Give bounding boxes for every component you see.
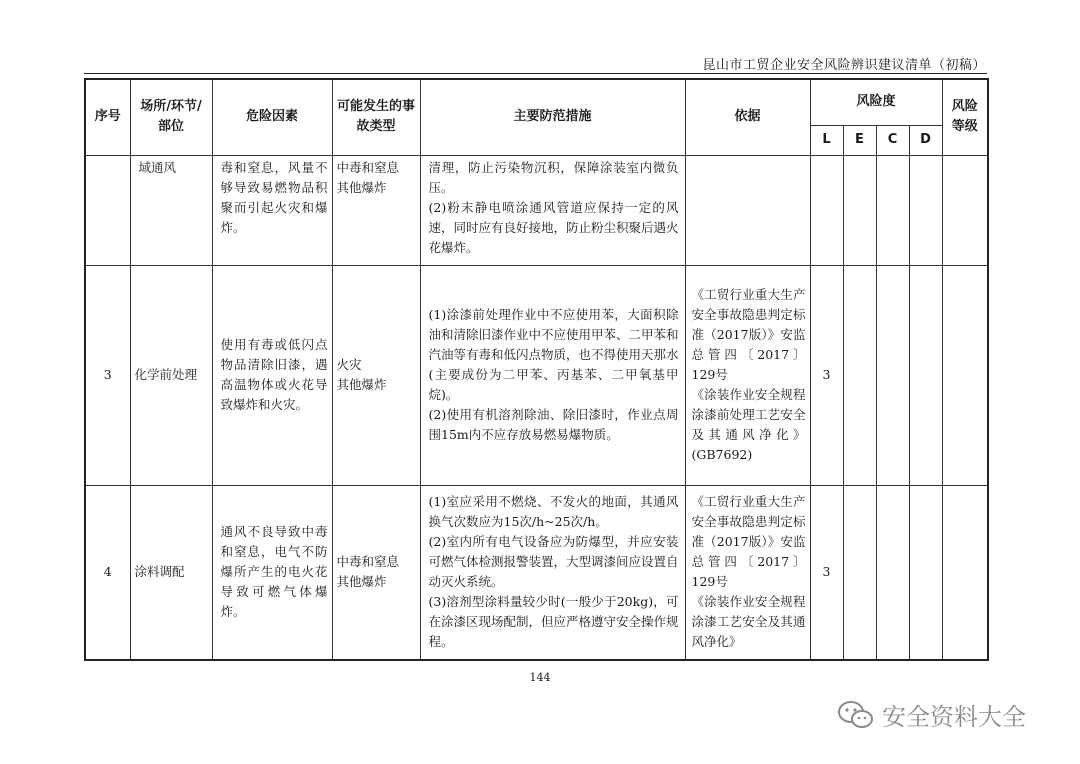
cell-C [876,265,909,485]
header-measures: 主要防范措施 [420,79,685,155]
cell-accident [332,155,420,265]
table-row [85,265,988,485]
accident-type: 火灾 [336,357,362,372]
cell-C [876,155,909,265]
cell-seq [85,155,130,265]
cell-location: 化学前处理 [130,265,212,485]
measure-item: (1)涂漆前处理作业中不应使用苯，大面积除油和清除旧漆作业中不应使用甲苯、二甲苯和汽油等有毒和低闪点物质，也不得使用天那水(主要成份为二甲苯、丙基苯、二甲氧基甲烷)。 [428,307,679,402]
cell-basis [685,155,810,265]
watermark-text: 安全资料大全 [882,703,1026,731]
cell-accident [332,265,420,485]
header-risk-level: 风险等级 [942,79,988,155]
measure-item: 清理，防止污染物沉积，保障涂装室内微负压。 [428,159,679,195]
cell-seq: 4 [85,485,130,660]
basis-item: 《涂装作业安全规程涂漆工艺安全及其通风净化》 [691,594,806,650]
document-header-title: 昆山市工贸企业安全风险辨识建议清单（初稿） [702,58,986,73]
cell-C [876,485,909,660]
header-C: C [876,125,909,155]
basis-item: 《工贸行业重大生产安全事故隐患判定标准（2017版）》安监总管四〔2017〕129号 [691,494,806,590]
measure-item: (2)室内所有电气设备应为防爆型，并应安装可燃气体检测报警装置，大型调漆间应设置自动灭火系统。 [428,534,679,590]
cell-D [909,265,942,485]
table-row [85,155,988,265]
accident-type: 其他爆炸 [336,574,387,590]
header-rule [84,73,987,74]
cell-hazard: 通风不良导致中毒和窒息，电气不防爆所产生的电火花导致可燃气体爆炸。 [212,485,332,660]
header-hazard: 危险因素 [212,79,332,155]
cell-accident [332,485,420,660]
cell-location: 涂料调配 [130,485,212,660]
basis-item: 《工贸行业重大生产安全事故隐患判定标准（2017版）》安监总管四〔2017〕129号 [691,287,806,382]
cell-L: 3 [810,485,843,660]
cell-hazard: 使用有毒或低闪点物品清除旧漆，遇高温物体或火花导致爆炸和火灾。 [212,265,332,485]
accident-type: 其他爆炸 [336,179,387,195]
measure-item: (1)室应采用不燃烧、不发火的地面，其通风换气次数应为15次/h~25次/h。 [428,494,679,530]
cell-L: 3 [810,265,843,485]
cell-E [843,485,876,660]
header-seq: 序号 [85,79,130,155]
header-basis: 依据 [685,79,810,155]
table-row [85,485,988,660]
page-number: 144 [529,671,551,684]
accident-type: 中毒和窒息 [336,554,400,570]
measure-item: (2)粉末静电喷涂通风管道应保持一定的风速，同时应有良好接地，防止粉尘积聚后遇火花爆炸。 [428,199,679,255]
cell-hazard: 毒和窒息，风量不够导致易燃物品积聚而引起火灾和爆炸。 [212,155,332,265]
cell-level [942,155,988,265]
header-risk-degree: 风险度 [810,79,942,125]
wechat-icon [836,699,876,731]
accident-type: 中毒和窒息 [336,159,400,175]
cell-measures [420,265,685,485]
cell-location: 域通风 [130,155,212,265]
cell-E [843,265,876,485]
header-D: D [909,125,942,155]
accident-type: 其他爆炸 [336,377,387,392]
cell-L [810,155,843,265]
watermark [836,697,1026,732]
cell-measures [420,155,685,265]
header-E: E [843,125,876,155]
cell-measures [420,485,685,660]
measure-item: (2)使用有机溶剂除油、除旧漆时，作业点周围15m内不应存放易燃易爆物质。 [428,407,679,442]
header-location: 场所/环节/部位 [130,79,212,155]
cell-level [942,265,988,485]
basis-item: 《涂装作业安全规程涂漆前处理工艺安全及其通风净化》(GB7692) [691,387,806,462]
cell-basis [685,265,810,485]
cell-seq: 3 [85,265,130,485]
cell-D [909,155,942,265]
cell-level [942,485,988,660]
measure-item: (3)溶剂型涂料量较少时(一般少于20kg)，可在涂漆区现场配制，但应严格遵守安全操作规程。 [428,594,679,650]
header-L: L [810,125,843,155]
table-header-row [85,79,988,125]
risk-table [84,78,989,661]
header-accident-type: 可能发生的事故类型 [332,79,420,155]
cell-E [843,155,876,265]
cell-D [909,485,942,660]
cell-basis [685,485,810,660]
